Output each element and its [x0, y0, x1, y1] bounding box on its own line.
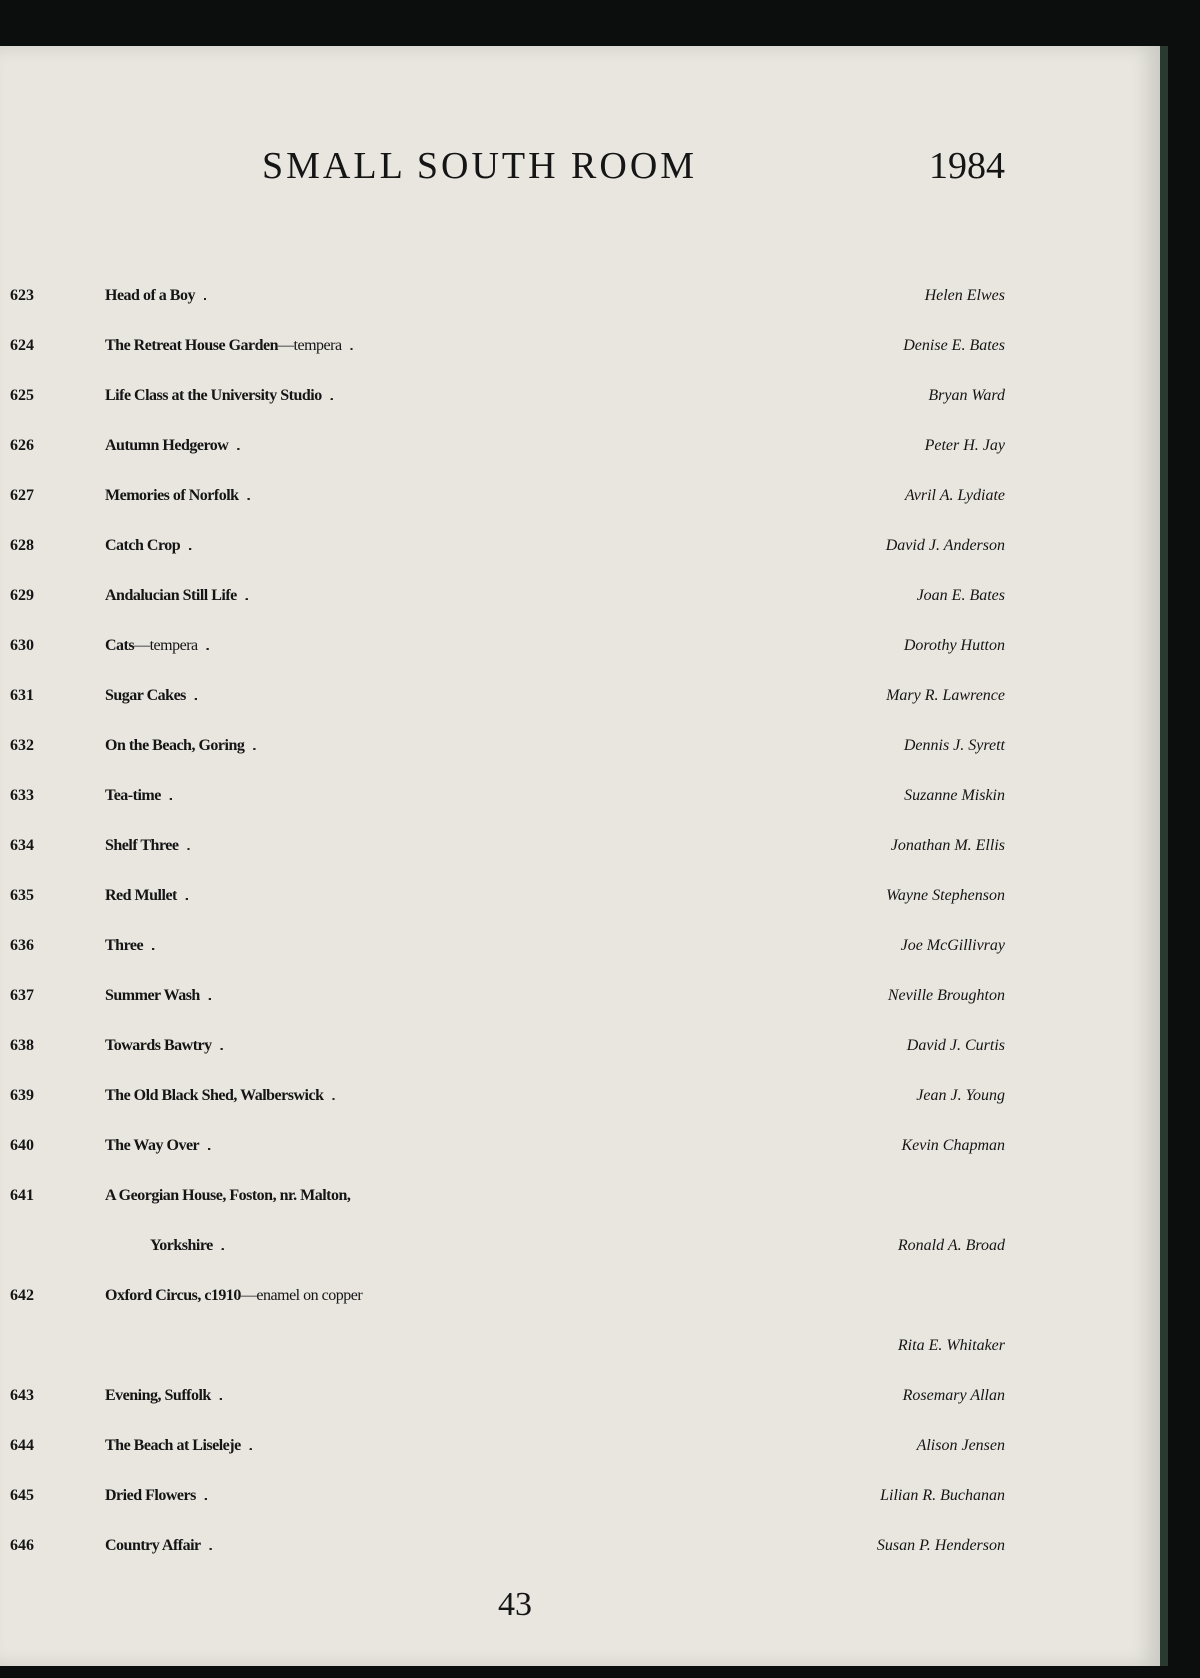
- entry-artist: Joan E. Bates: [916, 587, 1005, 604]
- entry-title: Summer Wash: [105, 987, 200, 1004]
- entry-medium: —enamel on copper: [240, 1287, 363, 1304]
- entry-artist: David J. Anderson: [885, 537, 1005, 554]
- entry-artist: Alison Jensen: [916, 1437, 1005, 1454]
- entry-line: [10, 871, 1005, 921]
- dot-leader: [185, 871, 878, 921]
- entry-artist: Jean J. Young: [916, 1087, 1005, 1104]
- entry-number: 627: [10, 487, 34, 504]
- entry-line: [10, 1371, 1005, 1421]
- entry-artist: Dorothy Hutton: [903, 637, 1005, 654]
- entry-medium: —tempera: [278, 337, 342, 354]
- entry-number: 644: [10, 1437, 34, 1454]
- entry-title: The Retreat House Garden: [105, 337, 279, 354]
- catalogue-entry: [10, 621, 1005, 671]
- entry-number: 642: [10, 1287, 34, 1304]
- entry-line: [10, 271, 1005, 321]
- room-title: SMALL SOUTH ROOM: [262, 145, 698, 187]
- catalogue-entry: [10, 1171, 1005, 1271]
- entry-line: [10, 921, 1005, 971]
- dot-leader: [350, 321, 896, 371]
- catalogue-entry: [10, 571, 1005, 621]
- catalogue-entry: [10, 771, 1005, 821]
- entry-number: 632: [10, 737, 34, 754]
- dot-leader: [236, 421, 916, 471]
- dot-leader: [151, 921, 893, 971]
- entry-line: [10, 771, 1005, 821]
- entry-list: [10, 271, 1005, 1571]
- entry-line: [10, 371, 1005, 421]
- entry-artist: Suzanne Miskin: [904, 787, 1005, 804]
- entry-artist: Denise E. Bates: [903, 337, 1005, 354]
- entry-line: [10, 1471, 1005, 1521]
- entry-artist: Mary R. Lawrence: [886, 687, 1005, 704]
- entry-number: 633: [10, 787, 34, 804]
- page-header: [0, 144, 1160, 194]
- entry-number: 643: [10, 1387, 34, 1404]
- entry-medium: —tempera: [134, 637, 198, 654]
- entry-artist: Jonathan M. Ellis: [890, 837, 1005, 854]
- dot-leader: [203, 271, 917, 321]
- catalogue-entry: [10, 1371, 1005, 1421]
- entry-number: 631: [10, 687, 34, 704]
- catalogue-entry: [10, 1421, 1005, 1471]
- entry-title: Andalucian Still Life: [105, 587, 237, 604]
- catalogue-entry: [10, 271, 1005, 321]
- entry-number: 635: [10, 887, 34, 904]
- entry-artist: Peter H. Jay: [924, 437, 1005, 454]
- entry-artist: Joe McGillivray: [900, 937, 1005, 954]
- entry-artist: Bryan Ward: [928, 387, 1005, 404]
- entry-number: 646: [10, 1537, 34, 1554]
- entry-title: The Way Over: [105, 1137, 200, 1154]
- catalogue-entry: [10, 821, 1005, 871]
- entry-artist: Dennis J. Syrett: [903, 737, 1005, 754]
- year: 1984: [929, 145, 1005, 187]
- entry-number: 629: [10, 587, 34, 604]
- catalogue-entry: [10, 721, 1005, 771]
- entry-artist: Lilian R. Buchanan: [880, 1487, 1005, 1504]
- entry-number: 634: [10, 837, 34, 854]
- entry-title: Tea-time: [105, 787, 161, 804]
- dot-leader: [249, 1421, 909, 1471]
- entry-line: [10, 521, 1005, 571]
- entry-line-1: [10, 1271, 1005, 1321]
- entry-line-2: [10, 1321, 1005, 1371]
- entry-title: Three: [105, 937, 144, 954]
- dot-leader: [169, 771, 896, 821]
- dot-leader: [194, 671, 878, 721]
- entry-line: [10, 421, 1005, 471]
- entry-number: 626: [10, 437, 34, 454]
- catalogue-entry: [10, 871, 1005, 921]
- entry-line: [10, 621, 1005, 671]
- entry-line: [10, 671, 1005, 721]
- entry-title: Dried Flowers: [105, 1487, 196, 1504]
- dot-leader: [186, 821, 882, 871]
- catalogue-page: [0, 46, 1168, 1666]
- dot-leader: [208, 971, 880, 1021]
- catalogue-entry: [10, 1521, 1005, 1571]
- entry-number: 623: [10, 287, 34, 304]
- entry-line: [10, 721, 1005, 771]
- entry-artist: Wayne Stephenson: [886, 887, 1005, 904]
- entry-title: Catch Crop: [105, 537, 181, 554]
- entry-artist: Rosemary Allan: [902, 1387, 1005, 1404]
- dot-leader: [331, 1071, 908, 1121]
- entry-title: The Beach at Liseleje: [105, 1437, 241, 1454]
- dot-leader: [188, 521, 878, 571]
- entry-title: Life Class at the University Studio: [105, 387, 322, 404]
- entry-title: On the Beach, Goring: [105, 737, 245, 754]
- dot-leader: [330, 371, 921, 421]
- entry-title: Towards Bawtry: [105, 1037, 212, 1054]
- entry-number: 637: [10, 987, 34, 1004]
- catalogue-entry: [10, 921, 1005, 971]
- dot-leader: [252, 721, 896, 771]
- entry-title: Sugar Cakes: [105, 687, 186, 704]
- entry-line: [10, 1521, 1005, 1571]
- entry-number: 628: [10, 537, 34, 554]
- entry-number: 638: [10, 1037, 34, 1054]
- catalogue-entry: [10, 1021, 1005, 1071]
- entry-title: Autumn Hedgerow: [105, 437, 229, 454]
- dot-leader: [204, 1471, 872, 1521]
- entry-number: 641: [10, 1187, 34, 1204]
- catalogue-entry: [10, 971, 1005, 1021]
- catalogue-entry: [10, 321, 1005, 371]
- entry-number: 630: [10, 637, 34, 654]
- entry-number: 639: [10, 1087, 34, 1104]
- entry-title: Country Affair: [105, 1537, 201, 1554]
- entry-line: [10, 321, 1005, 371]
- entry-line: [10, 571, 1005, 621]
- entry-artist: Susan P. Henderson: [876, 1537, 1005, 1554]
- entry-number: 624: [10, 337, 34, 354]
- entry-line: [10, 1421, 1005, 1471]
- entry-artist: Avril A. Lydiate: [904, 487, 1005, 504]
- entry-line: [10, 971, 1005, 1021]
- entry-line: [10, 821, 1005, 871]
- catalogue-entry: [10, 471, 1005, 521]
- entry-line: [10, 1121, 1005, 1171]
- entry-title: The Old Black Shed, Walberswick: [105, 1087, 324, 1104]
- entry-artist: Rita E. Whitaker: [897, 1337, 1005, 1354]
- entry-artist: Helen Elwes: [924, 287, 1005, 304]
- dot-leader: [206, 621, 896, 671]
- dot-leader: [219, 1371, 895, 1421]
- entry-title: Evening, Suffolk: [105, 1387, 211, 1404]
- dot-leader: [207, 1121, 893, 1171]
- entry-artist: Kevin Chapman: [901, 1137, 1005, 1154]
- catalogue-entry: [10, 1271, 1005, 1371]
- entry-line: [10, 1071, 1005, 1121]
- dot-leader: [221, 1221, 890, 1271]
- dot-leader: [245, 571, 909, 621]
- entry-line-2: [10, 1221, 1005, 1271]
- entry-title: Oxford Circus, c1910: [105, 1287, 241, 1304]
- catalogue-entry: [10, 1071, 1005, 1121]
- entry-artist: David J. Curtis: [906, 1037, 1005, 1054]
- entry-title: Head of a Boy: [105, 287, 195, 304]
- entry-number: 636: [10, 937, 34, 954]
- entry-line: [10, 471, 1005, 521]
- entry-number: 625: [10, 387, 34, 404]
- entry-title: Cats: [105, 637, 135, 654]
- catalogue-entry: [10, 371, 1005, 421]
- entry-artist: Ronald A. Broad: [897, 1237, 1005, 1254]
- dot-leader: [220, 1021, 899, 1071]
- catalogue-entry: [10, 1121, 1005, 1171]
- page-number: 43: [498, 1586, 532, 1623]
- entry-line: [10, 1021, 1005, 1071]
- entry-title-continued: Yorkshire: [150, 1237, 213, 1254]
- entry-number: 640: [10, 1137, 34, 1154]
- entry-title: Shelf Three: [105, 837, 179, 854]
- dot-leader: [247, 471, 897, 521]
- catalogue-entry: [10, 1471, 1005, 1521]
- catalogue-entry: [10, 421, 1005, 471]
- entry-title: Memories of Norfolk: [105, 487, 239, 504]
- catalogue-entry: [10, 521, 1005, 571]
- entry-title: A Georgian House, Foston, nr. Malton,: [105, 1187, 351, 1204]
- catalogue-entry: [10, 671, 1005, 721]
- entry-title: Red Mullet: [105, 887, 177, 904]
- entry-number: 645: [10, 1487, 34, 1504]
- dot-leader: [209, 1521, 869, 1571]
- entry-artist: Neville Broughton: [887, 987, 1005, 1004]
- entry-line-1: [10, 1171, 1005, 1221]
